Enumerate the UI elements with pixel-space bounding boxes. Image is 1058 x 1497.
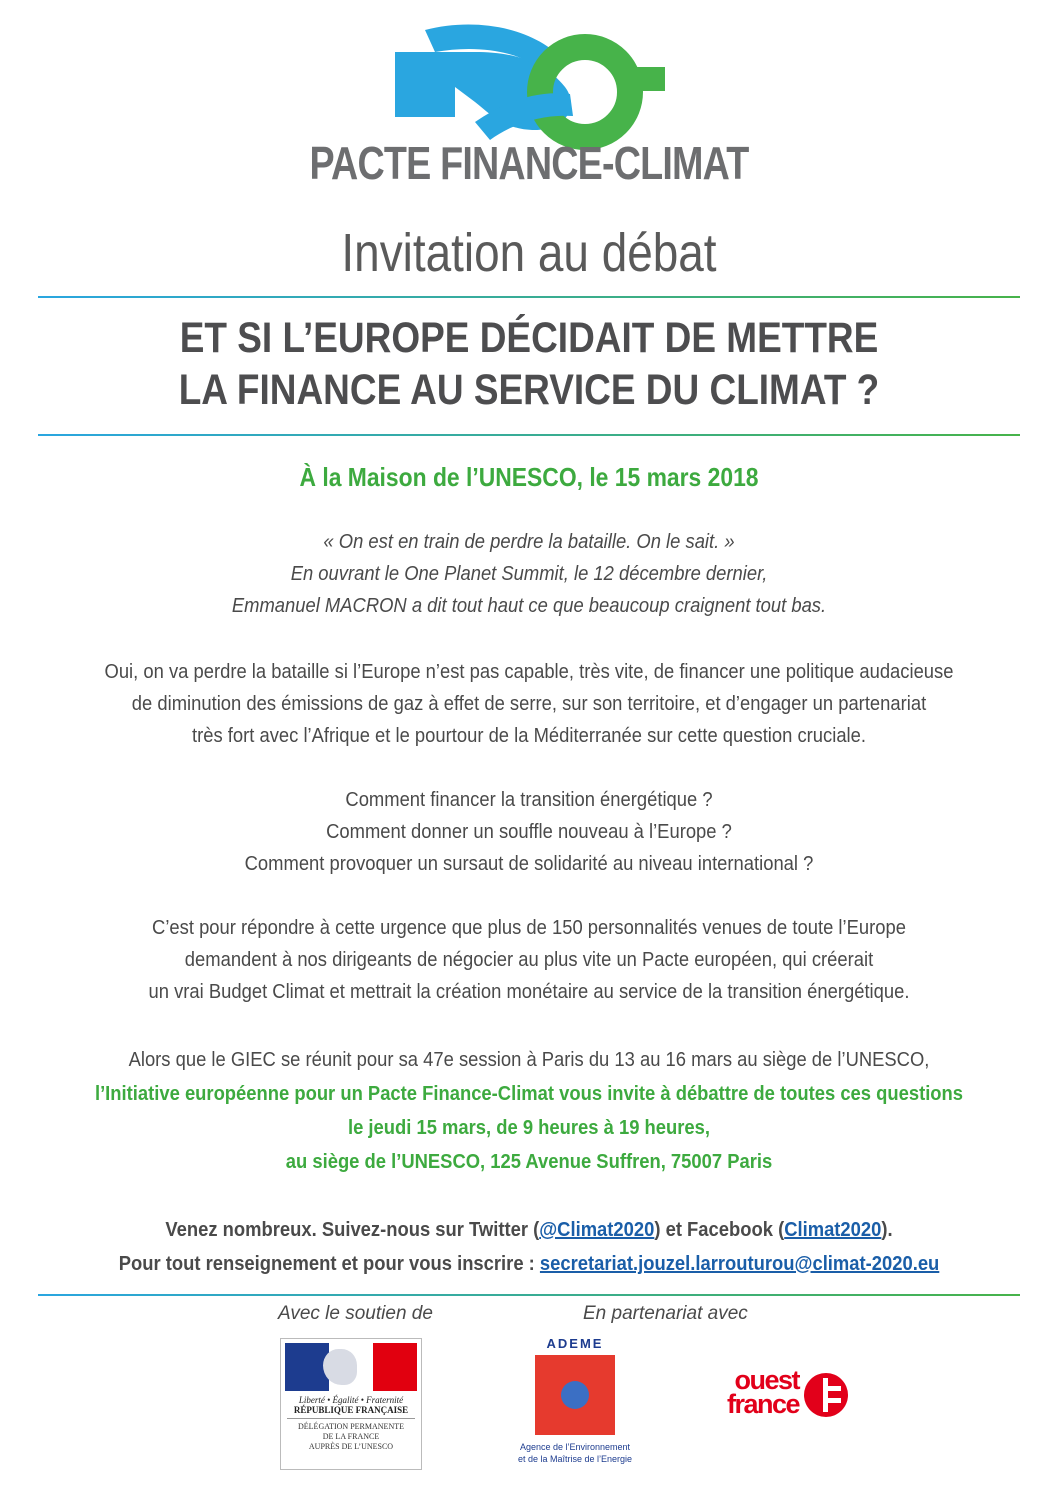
paragraph-2-line-2: demandent à nos dirigeants de négocier au plus vite un Pacte européen, qui créerait (184, 949, 874, 971)
paragraph-1-line-1: Oui, on va perdre la bataille si l’Europe n’est pas capable, très vite, de financer une politique audacieuse (104, 661, 954, 683)
headline-line-1: ET SI L’EUROPE DÉCIDAIT DE METTRE (179, 314, 879, 362)
headline-divider (38, 434, 1020, 436)
headline-line-2: LA FINANCE AU SERVICE DU CLIMAT ? (178, 366, 880, 414)
rf-delegation-line-2: DE LA FRANCE (322, 1432, 380, 1441)
flag-icon (285, 1343, 417, 1391)
paragraph-3 (42, 1043, 1015, 1179)
question-2: Comment donner un souffle nouveau à l’Europe ? (326, 821, 732, 843)
ademe-subtitle-line-1: Agence de l’Environnement (519, 1442, 631, 1452)
contact-line-2 (42, 1247, 1015, 1281)
support-label: Avec le soutien de (278, 1303, 433, 1324)
ademe-square-icon (535, 1355, 615, 1435)
paragraph-1-line-3: très fort avec l’Afrique et le pourtour de la Méditerranée sur cette question cruciale. (191, 725, 866, 747)
rf-motto: Liberté • Égalité • Fraternité (298, 1395, 404, 1405)
contact-line-1-middle: ) et Facebook ( (654, 1219, 785, 1241)
ouest-france-wordmark (683, 1365, 799, 1419)
contact-block (42, 1213, 1015, 1281)
rf-name: RÉPUBLIQUE FRANÇAISE (287, 1405, 415, 1419)
question-3: Comment provoquer un sursaut de solidarité au niveau international ? (244, 853, 814, 875)
quote-line-3: Emmanuel MACRON a dit tout haut ce que beaucoup craignent tout bas. (231, 595, 827, 617)
paragraph-2-line-3: un vrai Budget Climat et mettrait la création monétaire au service de la transition énergétique. (148, 981, 910, 1003)
partner-label: En partenariat avec (583, 1303, 748, 1324)
questions-block (42, 784, 1015, 880)
ademe-name: ADEME (546, 1336, 604, 1351)
quote-block (42, 526, 1015, 622)
paragraph-1 (42, 656, 1015, 752)
contact-line-1-prefix: Venez nombreux. Suivez-nous sur Twitter ( (165, 1219, 540, 1241)
ademe-subtitle (504, 1441, 646, 1465)
rf-delegation-line-3: AUPRÈS DE L’UNESCO (308, 1442, 394, 1451)
paragraph-2 (42, 912, 1015, 1008)
paragraph-3-line-4: au siège de l’UNESCO, 125 Avenue Suffren, 75007 Paris (285, 1151, 773, 1173)
pacte-finance-climat-logo-icon (395, 22, 665, 152)
top-divider (38, 296, 1020, 298)
facebook-link[interactable]: Climat2020 (784, 1219, 882, 1241)
quote-line-2: En ouvrant le One Planet Summit, le 12 décembre dernier, (290, 563, 768, 585)
ouest-france-logo (683, 1365, 853, 1428)
republique-francaise-logo (280, 1338, 422, 1470)
email-link[interactable]: secretariat.jouzel.larrouturou@climat-2020.eu (539, 1253, 940, 1275)
twitter-link[interactable]: @Climat2020 (539, 1219, 655, 1241)
paragraph-2-line-1: C’est pour répondre à cette urgence que plus de 150 personnalités venues de toute l’Europe (152, 917, 906, 939)
contact-line-1 (42, 1213, 1015, 1247)
ademe-subtitle-line-2: et de la Maîtrise de l’Energie (517, 1454, 633, 1464)
quote-line-1: « On est en train de perdre la bataille. On le sait. » (323, 531, 735, 553)
headline (74, 312, 984, 416)
ademe-logo (504, 1336, 646, 1471)
paragraph-3-line-3: le jeudi 15 mars, de 9 heures à 19 heures, (347, 1117, 711, 1139)
paragraph-1-line-2: de diminution des émissions de gaz à effet de serre, sur son territoire, et d’engager un partenariat (131, 693, 927, 715)
contact-line-1-suffix: ). (881, 1219, 893, 1241)
footer-divider (38, 1294, 1020, 1296)
globe-icon (561, 1381, 589, 1409)
ouest-word: ouest (734, 1365, 799, 1395)
invitation-title: Invitation au débat (341, 223, 717, 283)
question-1: Comment financer la transition énergétique ? (345, 789, 713, 811)
rf-delegation-line-1: DÉLÉGATION PERMANENTE (298, 1422, 404, 1431)
france-word: france (726, 1389, 799, 1419)
contact-line-2-prefix: Pour tout renseignement et pour vous inscrire : (118, 1253, 540, 1275)
paragraph-3-line-2: l’Initiative européenne pour un Pacte Finance-Climat vous invite à débattre de toutes ces questions (94, 1083, 964, 1105)
ouest-france-circle-icon (803, 1372, 849, 1418)
paragraph-3-line-1: Alors que le GIEC se réunit pour sa 47e session à Paris du 13 au 16 mars au siège de l’UNESCO, (128, 1049, 930, 1071)
rf-delegation (281, 1422, 421, 1452)
brand-name: PACTE FINANCE-CLIMAT (309, 137, 749, 189)
event-line: À la Maison de l’UNESCO, le 15 mars 2018 (299, 462, 759, 492)
